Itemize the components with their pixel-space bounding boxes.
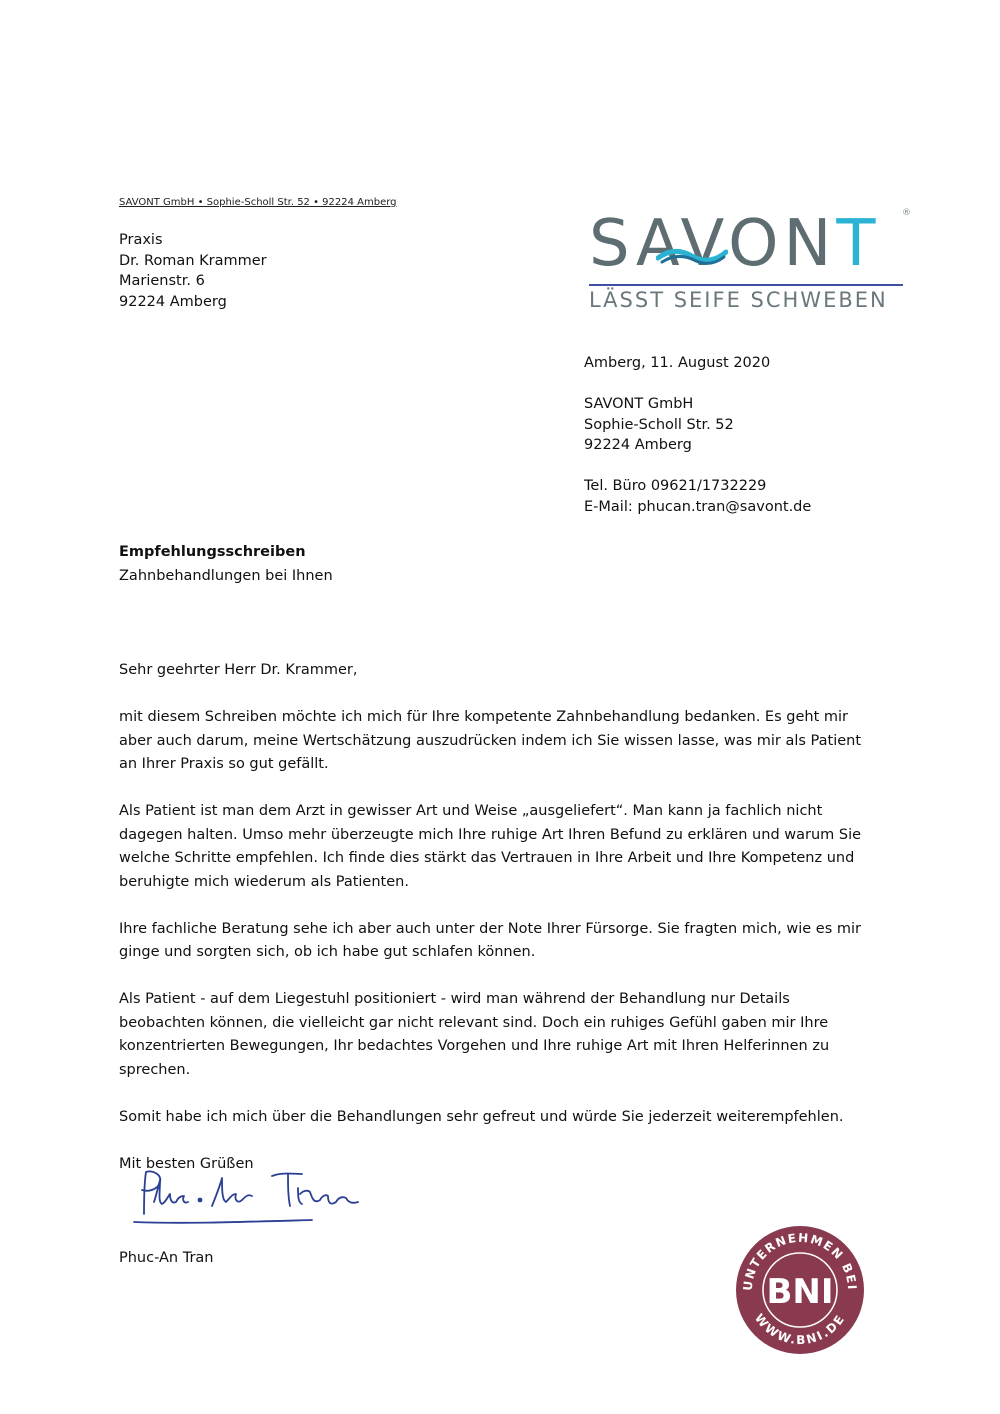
body-paragraph: Ihre fachliche Beratung sehe ich aber auch unter der Note Ihrer Fürsorge. Sie fragten mich, wie es mir ginge und sorgten sich, ob ich habe gut schlafen können. — [119, 920, 861, 960]
sender-email: E-Mail: phucan.tran@savont.de — [584, 498, 812, 515]
recipient-line: 92224 Amberg — [119, 293, 227, 310]
sender-street: Sophie-Scholl Str. 52 — [584, 416, 734, 433]
sender-phone: Tel. Büro 09621/1732229 — [584, 478, 767, 494]
subject-title: Empfehlungsschreiben — [119, 544, 306, 560]
sender-company: SAVONT GmbH — [584, 396, 694, 412]
signer-name: Phuc-An Tran — [119, 1250, 214, 1266]
recipient-line: Praxis — [119, 232, 163, 248]
seal-center-text: BNI — [766, 1272, 834, 1312]
subject-subtitle: Zahnbehandlungen bei Ihnen — [119, 567, 333, 584]
sender-return-address: SAVONT GmbH • Sophie-Scholl Str. 52 • 92224 Amberg — [119, 197, 397, 208]
sender-info-block — [584, 353, 811, 517]
salutation: Sehr geehrter Herr Dr. Krammer, — [119, 662, 358, 678]
body-paragraph: Als Patient - auf dem Liegestuhl positioniert - wird man während der Behandlung nur Details beobachten können, die vielleicht gar nicht relevant sind. Doch ein ruhiges Gefühl gaben mir Ihre konzentrierten Bewegungen, Ihr bedachtes Vorgehen und Ihre ruhige Art mit Ihren Helferinnen zu sprechen. — [119, 991, 830, 1078]
registered-mark: ® — [902, 208, 911, 218]
savont-logo — [586, 206, 916, 318]
body-paragraph: Somit habe ich mich über die Behandlungen sehr gefreut und würde Sie jederzeit weiterempfehlen. — [119, 1108, 844, 1125]
logo-slogan: LÄSST SEIFE SCHWEBEN — [589, 288, 888, 312]
bni-seal — [734, 1224, 866, 1356]
letter-date: Amberg, 11. August 2020 — [584, 355, 771, 371]
logo-word-accent: T — [836, 207, 881, 281]
seal-top-text: UNTERNEHMEN BEI — [740, 1230, 860, 1292]
sender-city: 92224 Amberg — [584, 437, 692, 453]
subject-block — [119, 541, 333, 588]
closing: Mit besten Grüßen — [119, 1155, 254, 1172]
logo-word-main: SAVON — [589, 207, 837, 281]
recipient-line: Dr. Roman Krammer — [119, 252, 267, 269]
recipient-line: Marienstr. 6 — [119, 273, 205, 289]
seal-bottom-text: WWW.BNI.DE — [751, 1311, 848, 1348]
logo-divider — [589, 284, 903, 286]
wave-icon — [656, 244, 728, 266]
body-paragraph: Als Patient ist man dem Arzt in gewisser Art und Weise „ausgeliefert“. Man kann ja fachlich nicht dagegen halten. Umso mehr überzeugte mich Ihre ruhige Art Ihren Befund zu erklären und warum Sie welche Schritte empfehlen. Ich finde dies stärkt das Vertrauen in Ihre Arbeit und Ihre Kompetenz und beruhigte mich wiederum als Patienten. — [119, 803, 862, 890]
logo-wordmark — [589, 206, 881, 282]
body-paragraph: mit diesem Schreiben möchte ich mich für Ihre kompetente Zahnbehandlung bedanken. Es geht mir aber auch darum, meine Wertschätzung auszudrücken indem ich Sie wissen lasse, was mir als Patient an Ihrer Praxis so gut gefällt. — [119, 709, 862, 772]
recipient-address — [119, 230, 267, 312]
handwritten-signature — [122, 1166, 392, 1230]
letter-body — [119, 659, 879, 1200]
